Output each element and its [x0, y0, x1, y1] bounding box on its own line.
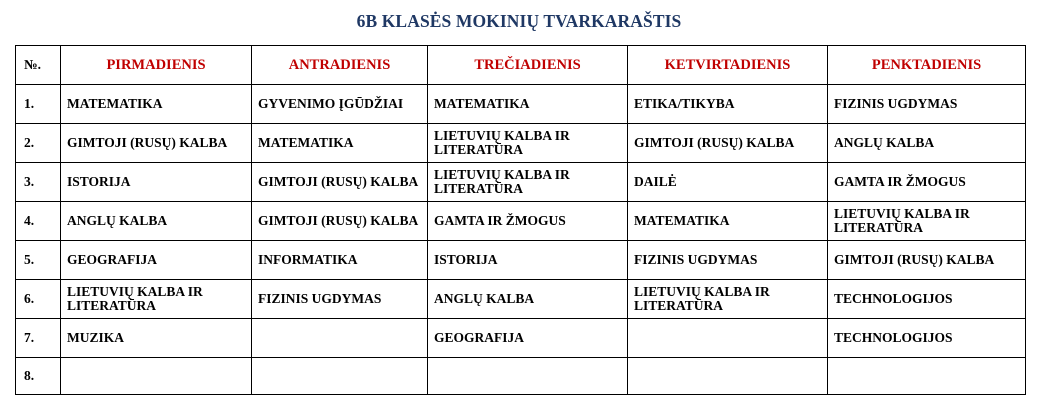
lesson-cell	[628, 319, 828, 358]
lesson-cell: MATEMATIKA	[252, 124, 428, 163]
header-row	[16, 46, 1026, 85]
lesson-cell: GIMTOJI (RUSŲ) KALBA	[828, 241, 1026, 280]
lesson-cell	[628, 358, 828, 395]
lesson-cell: LIETUVIŲ KALBA IR LITERATŪRA	[428, 163, 628, 202]
lesson-cell: ANGLŲ KALBA	[428, 280, 628, 319]
lesson-number: 8.	[16, 358, 61, 395]
lesson-number: 3.	[16, 163, 61, 202]
lesson-cell: TECHNOLOGIJOS	[828, 319, 1026, 358]
lesson-number: 6.	[16, 280, 61, 319]
number-column-header: №.	[16, 46, 61, 85]
lesson-cell: FIZINIS UGDYMAS	[628, 241, 828, 280]
lesson-cell: LIETUVIŲ KALBA IR LITERATŪRA	[428, 124, 628, 163]
lesson-cell: GIMTOJI (RUSŲ) KALBA	[252, 163, 428, 202]
lesson-number: 1.	[16, 85, 61, 124]
lesson-cell	[252, 358, 428, 395]
day-header-monday: PIRMADIENIS	[61, 46, 252, 85]
day-header-tuesday: ANTRADIENIS	[252, 46, 428, 85]
lesson-cell: GIMTOJI (RUSŲ) KALBA	[628, 124, 828, 163]
lesson-cell: GIMTOJI (RUSŲ) KALBA	[252, 202, 428, 241]
lesson-cell: MATEMATIKA	[628, 202, 828, 241]
lesson-cell	[61, 358, 252, 395]
lesson-cell: MATEMATIKA	[428, 85, 628, 124]
lesson-cell: INFORMATIKA	[252, 241, 428, 280]
lesson-cell: LIETUVIŲ KALBA IR LITERATŪRA	[628, 280, 828, 319]
lesson-cell: ANGLŲ KALBA	[828, 124, 1026, 163]
lesson-cell: MUZIKA	[61, 319, 252, 358]
lesson-cell	[428, 358, 628, 395]
lesson-cell: FIZINIS UGDYMAS	[828, 85, 1026, 124]
lesson-cell: ISTORIJA	[428, 241, 628, 280]
lesson-number: 2.	[16, 124, 61, 163]
lesson-cell: LIETUVIŲ KALBA IR LITERATŪRA	[828, 202, 1026, 241]
lesson-cell: ETIKA/TIKYBA	[628, 85, 828, 124]
page-title: 6B KLASĖS MOKINIŲ TVARKARAŠTIS	[356, 11, 682, 31]
table-row	[16, 163, 1026, 202]
table-row	[16, 280, 1026, 319]
lesson-cell	[828, 358, 1026, 395]
day-header-thursday: KETVIRTADIENIS	[628, 46, 828, 85]
lesson-cell	[252, 319, 428, 358]
lesson-cell: GAMTA IR ŽMOGUS	[828, 163, 1026, 202]
lesson-cell: ISTORIJA	[61, 163, 252, 202]
day-header-friday: PENKTADIENIS	[828, 46, 1026, 85]
lesson-cell: ANGLŲ KALBA	[61, 202, 252, 241]
table-row	[16, 124, 1026, 163]
lesson-cell: GYVENIMO ĮGŪDŽIAI	[252, 85, 428, 124]
schedule-table	[15, 45, 1026, 395]
day-header-wednesday: TREČIADIENIS	[428, 46, 628, 85]
table-row	[16, 241, 1026, 280]
lesson-cell: MATEMATIKA	[61, 85, 252, 124]
lesson-number: 5.	[16, 241, 61, 280]
lesson-number: 7.	[16, 319, 61, 358]
lesson-cell: LIETUVIŲ KALBA IR LITERATŪRA	[61, 280, 252, 319]
table-row	[16, 358, 1026, 395]
lesson-cell: GEOGRAFIJA	[428, 319, 628, 358]
lesson-cell: GEOGRAFIJA	[61, 241, 252, 280]
lesson-cell: DAILĖ	[628, 163, 828, 202]
table-row	[16, 85, 1026, 124]
table-row	[16, 202, 1026, 241]
lesson-cell: FIZINIS UGDYMAS	[252, 280, 428, 319]
lesson-cell: GAMTA IR ŽMOGUS	[428, 202, 628, 241]
table-row	[16, 319, 1026, 358]
lesson-cell: GIMTOJI (RUSŲ) KALBA	[61, 124, 252, 163]
lesson-cell: TECHNOLOGIJOS	[828, 280, 1026, 319]
lesson-number: 4.	[16, 202, 61, 241]
